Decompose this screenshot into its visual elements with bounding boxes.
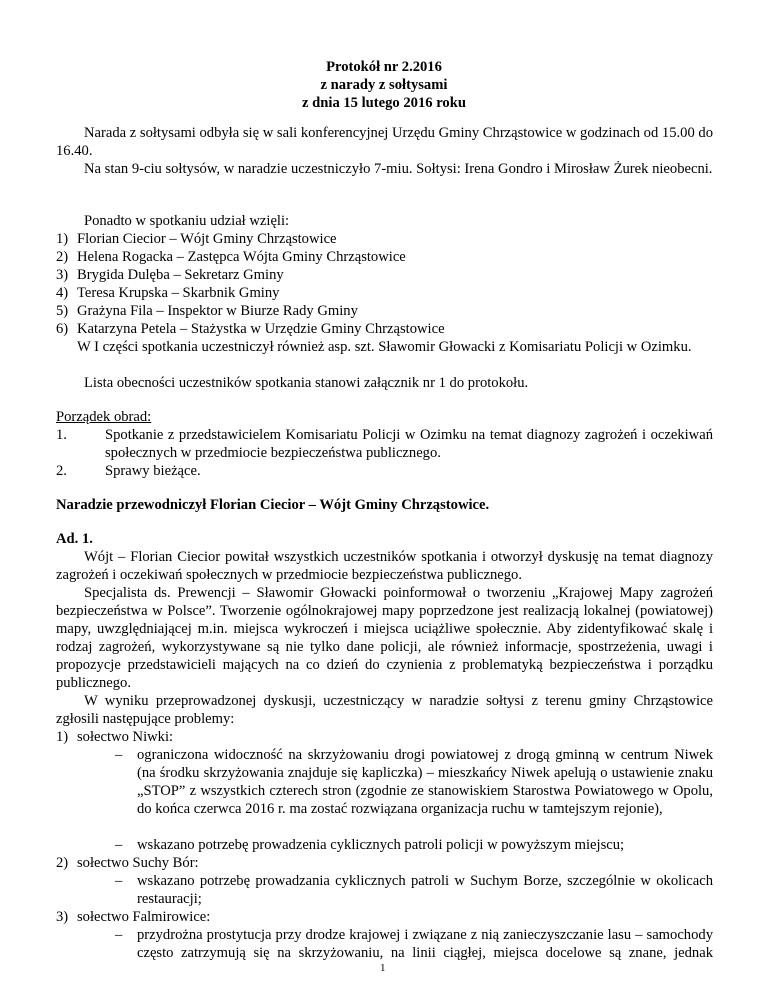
village-number: 2)	[56, 855, 69, 871]
participant-number: 4)	[56, 285, 69, 301]
issue-dash: –	[115, 927, 123, 943]
issue-dash: –	[115, 747, 123, 763]
chair-statement: Naradzie przewodniczył Florian Ciecior – Wójt Gminy Chrząstowice.	[56, 497, 490, 513]
issue-text: wskazano potrzebę prowadzania cyklicznych patroli w Suchym Borze, szczególnie w okolicach restauracji;	[137, 873, 713, 907]
participant-number: 1)	[56, 231, 69, 247]
section-heading: Ad. 1.	[56, 531, 93, 547]
participant-name: Brygida Dulęba – Sekretarz Gminy	[77, 267, 284, 283]
issue-dash: –	[115, 837, 123, 853]
police-note: W I części spotkania uczestniczył również asp. szt. Sławomir Głowacki z Komisariatu Policji w Ozimku.	[77, 339, 692, 355]
participant-name: Teresa Krupska – Skarbnik Gminy	[77, 285, 280, 301]
agenda-item-number: 2.	[56, 463, 67, 479]
agenda-title: Porządek obrad:	[56, 409, 152, 425]
participant-name: Florian Ciecior – Wójt Gminy Chrząstowice	[77, 231, 337, 247]
issue-text: wskazano potrzebę prowadzenia cyklicznych patroli policji w powyższym miejscu;	[137, 837, 625, 853]
issue-text: przydrożna prostytucja przy drodze krajowej i związane z nią zanieczyszczanie lasu – samochody często zatrzymują się na skrzyżowaniu, na linii ciągłej, miejsca docelowe są znane, jednak	[137, 927, 713, 961]
village-name: sołectwo Suchy Bór:	[77, 855, 199, 871]
participant-number: 5)	[56, 303, 69, 319]
protocol-date: z dnia 15 lutego 2016 roku	[302, 95, 466, 111]
participant-number: 2)	[56, 249, 69, 265]
intro-paragraph-2: Na stan 9-ciu sołtysów, w naradzie uczestniczyło 7-miu. Sołtysi: Irena Gondro i Mirosław Żurek nieobecni.	[84, 161, 713, 177]
participants-lead: Ponadto w spotkaniu udział wzięli:	[84, 213, 290, 229]
agenda-item-text: Spotkanie z przedstawicielem Komisariatu Policji w Ozimku na temat diagnozy zagrożeń i oczekiwań społecznych w przedmiocie bezpieczeństwa publicznego.	[105, 427, 713, 461]
intro-paragraph-1: Narada z sołtysami odbyła się w sali konferencyjnej Urzędu Gminy Chrząstowice w godzinach od 15.00 do 16.40.	[56, 125, 713, 159]
village-number: 1)	[56, 729, 69, 745]
ad1-paragraph-3: W wyniku przeprowadzonej dyskusji, uczestniczący w naradzie sołtysi z terenu gminy Chrząstowice zgłosili następujące problemy:	[56, 693, 713, 727]
village-name: sołectwo Falmirowice:	[77, 909, 211, 925]
protocol-subtitle: z narady z sołtysami	[320, 77, 448, 93]
issue-text: ograniczona widoczność na skrzyżowaniu drogi powiatowej z drogą gminną w centrum Niwek (na środku skrzyżowania znajduje się kapliczka) – mieszkańcy Niwek apelują o ustawienie znaku „STOP” z wszystkich czterech stron (zgodnie ze stanowiskiem Starostwa Powiatowego w Opolu, do końca czerwca 2016 r. ma zostać rozwiązana organizacja ruchu w tamtejszym rejonie),	[137, 747, 713, 817]
participant-number: 3)	[56, 267, 69, 283]
ad1-paragraph-2: Specjalista ds. Prewencji – Sławomir Głowacki poinformował o tworzeniu „Krajowej Mapy zagrożeń bezpieczeństwa w Polsce”. Tworzenie ogólnokrajowej mapy poprzedzone jest realizacją lokalnej (powiatowej) mapy, uwzględniającej m.in. miejsca wykroczeń i miejsca uciążliwe społecznie. Aby zidentyfikować skalę i rodzaj zagrożeń, wykorzystywane są nie tylko dane policji, ale również informacje, spostrzeżenia, uwagi i propozycje przedstawicieli mających na co dzień do czynienia z problematyką bezpieczeństwa i porządku publicznego.	[56, 585, 713, 691]
page-number: 1	[380, 962, 386, 974]
protocol-title: Protokół nr 2.2016	[326, 59, 442, 75]
village-number: 3)	[56, 909, 69, 925]
attendance-note: Lista obecności uczestników spotkania stanowi załącznik nr 1 do protokołu.	[84, 375, 529, 391]
participant-name: Helena Rogacka – Zastępca Wójta Gminy Chrząstowice	[77, 249, 406, 265]
participant-number: 6)	[56, 321, 69, 337]
agenda-item-number: 1.	[56, 427, 67, 443]
participant-name: Grażyna Fila – Inspektor w Biurze Rady Gminy	[77, 303, 358, 319]
issue-dash: –	[115, 873, 123, 889]
participant-name: Katarzyna Petela – Stażystka w Urzędzie Gminy Chrząstowice	[77, 321, 445, 337]
village-name: sołectwo Niwki:	[77, 729, 174, 745]
agenda-item-text: Sprawy bieżące.	[105, 463, 201, 479]
ad1-paragraph-1: Wójt – Florian Ciecior powitał wszystkich uczestników spotkania i otworzył dyskusję na temat diagnozy zagrożeń i oczekiwań społecznych w przedmiocie bezpieczeństwa publicznego.	[56, 549, 713, 583]
